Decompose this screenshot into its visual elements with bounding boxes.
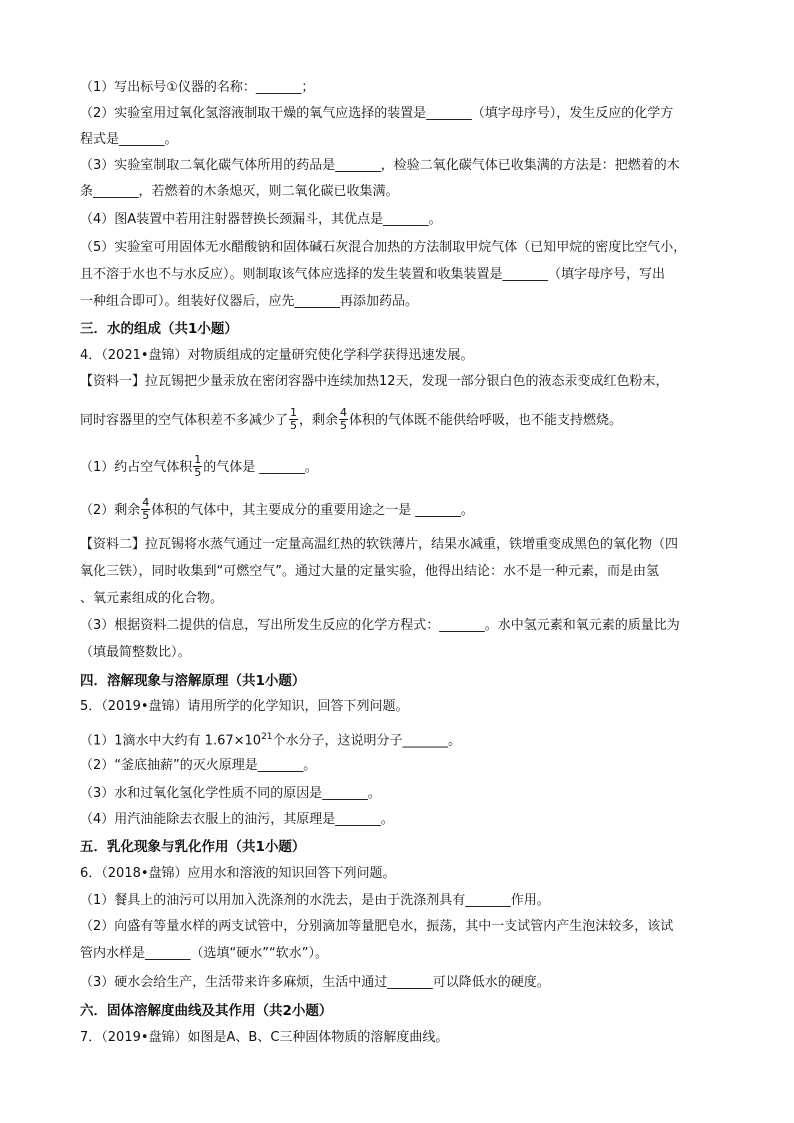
section-heading-6: 六．固体溶解度曲线及其作用（共2小题） bbox=[80, 1003, 333, 1019]
resource-1-text-b: ，剩余 bbox=[299, 413, 339, 428]
section-heading-3: 三．水的组成（共1小题） bbox=[80, 321, 238, 337]
question-6-part-2-line-2: 管内水样是_______（选填“硬水”“软水”）。 bbox=[80, 946, 328, 961]
question-3-part-5-line-2: 且不溶于水也不与水反应）。则制取该气体应选择的发生装置和收集装置是_______（填字母序号，写出 bbox=[80, 267, 666, 282]
question-3-part-2-line-1: （2）实验室用过氧化氢溶液制取干燥的氧气应选择的装置是_______（填字母序号），发生反应的化学方 bbox=[80, 106, 674, 121]
q5-part-1-text-b: 个水分子，这说明分子_______。 bbox=[272, 733, 462, 749]
resource-1-text-c: 体积的气体既不能供给呼吸，也不能支持燃烧。 bbox=[349, 413, 623, 428]
q4-part-1-text-a: （1）约占空气体积 bbox=[80, 460, 193, 475]
section-heading-5: 五．乳化现象与乳化作用（共1小题） bbox=[80, 839, 306, 855]
question-3-part-4: （4）图A装置中若用注射器替换长颈漏斗，其优点是_______。 bbox=[80, 212, 442, 227]
exponent: 21 bbox=[261, 732, 273, 742]
fraction-numerator: 1 bbox=[194, 453, 202, 466]
question-5-stem: 5．（2019•盘锦）请用所学的化学知识，回答下列问题。 bbox=[80, 699, 409, 714]
resource-1-line-2 bbox=[80, 408, 720, 433]
question-7-stem: 7．（2019•盘锦）如图是A、B、C三种固体物质的溶解度曲线。 bbox=[80, 1030, 449, 1045]
question-4-part-2 bbox=[80, 498, 720, 523]
question-5-part-3: （3）水和过氧化氢化学性质不同的原因是_______。 bbox=[80, 786, 381, 801]
fraction-four-fifths bbox=[339, 407, 348, 432]
question-3-part-1: （1）写出标号①仪器的名称：_______； bbox=[80, 80, 315, 95]
fraction-one-fifth bbox=[193, 454, 202, 479]
q4-part-2-text-a: （2）剩余 bbox=[80, 503, 141, 518]
question-4-part-1 bbox=[80, 455, 720, 480]
question-5-part-4: （4）用汽油能除去衣服上的油污，其原理是_______。 bbox=[80, 812, 394, 827]
question-6-part-1: （1）餐具上的油污可以用加入洗涤剂的水洗去，是由于洗涤剂具有_______作用。 bbox=[80, 893, 550, 908]
resource-1-line-1: 【资料一】拉瓦锡把少量汞放在密闭容器中连续加热12天，发现一部分银白色的液态汞变成红色粉末， bbox=[80, 374, 669, 389]
question-4-part-3-line-1: （3）根据资料二提供的信息，写出所发生反应的化学方程式：_______。水中氢元素和氧元素的质量比为 bbox=[80, 618, 680, 633]
q5-part-1-text-a: （1）1滴水中大约有 1.67×10 bbox=[80, 733, 262, 749]
question-3-part-5-line-1: （5）实验室可用固体无水醋酸钠和固体碱石灰混合加热的方法制取甲烷气体（已知甲烷的密度比空气小， bbox=[80, 240, 687, 255]
resource-2-line-1: 【资料二】拉瓦锡将水蒸气通过一定量高温红热的软铁薄片，结果水减重，铁增重变成黑色的氧化物（四 bbox=[80, 537, 679, 552]
question-3-part-3-line-1: （3）实验室制取二氧化碳气体所用的药品是_______，检验二氧化碳气体已收集满的方法是：把燃着的木 bbox=[80, 158, 680, 173]
fraction-numerator: 1 bbox=[290, 406, 298, 419]
question-6-part-2-line-1: （2）向盛有等量水样的两支试管中，分别滴加等量肥皂水，振荡，其中一支试管内产生泡沫较多，该试 bbox=[80, 919, 674, 934]
fraction-numerator: 4 bbox=[340, 406, 348, 419]
resource-2-line-3: 、氧元素组成的化合物。 bbox=[80, 591, 224, 606]
fraction-denominator: 5 bbox=[194, 466, 202, 479]
q4-part-1-text-b: 的气体是 _______。 bbox=[203, 460, 318, 475]
question-6-part-3: （3）硬水会给生产，生活带来许多麻烦，生活中通过_______可以降低水的硬度。 bbox=[80, 975, 550, 990]
resource-1-text-a: 同时容器里的空气体积差不多减少了 bbox=[80, 413, 289, 428]
fraction-four-fifths bbox=[141, 497, 150, 522]
q4-part-2-text-b: 体积的气体中，其主要成分的重要用途之一是 _______。 bbox=[151, 503, 474, 518]
section-heading-4: 四．溶解现象与溶解原理（共1小题） bbox=[80, 673, 306, 689]
question-4-stem: 4．（2021•盘锦）对物质组成的定量研究使化学科学获得迅速发展。 bbox=[80, 348, 474, 363]
fraction-denominator: 5 bbox=[290, 419, 298, 432]
question-3-part-2-line-2: 程式是_______。 bbox=[80, 132, 178, 147]
question-3-part-5-line-3: 一种组合即可）。组装好仪器后，应先_______再添加药品。 bbox=[80, 294, 419, 309]
fraction-numerator: 4 bbox=[142, 496, 150, 509]
question-4-part-3-line-2: （填最简整数比）。 bbox=[80, 645, 191, 660]
fraction-denominator: 5 bbox=[142, 509, 150, 522]
question-3-part-3-line-2: 条_______，若燃着的木条熄灭，则二氧化碳已收集满。 bbox=[80, 184, 399, 199]
question-6-stem: 6．（2018•盘锦）应用水和溶液的知识回答下列问题。 bbox=[80, 866, 396, 881]
resource-2-line-2: 氧化三铁），同时收集到“可燃空气”。通过大量的定量实验，他得出结论：水不是一种元素，而是由氢 bbox=[80, 564, 659, 579]
fraction-one-fifth bbox=[289, 407, 298, 432]
question-5-part-1 bbox=[80, 729, 720, 749]
question-5-part-2: （2）“釜底抽薪”的灭火原理是_______。 bbox=[80, 758, 317, 773]
fraction-denominator: 5 bbox=[340, 419, 348, 432]
